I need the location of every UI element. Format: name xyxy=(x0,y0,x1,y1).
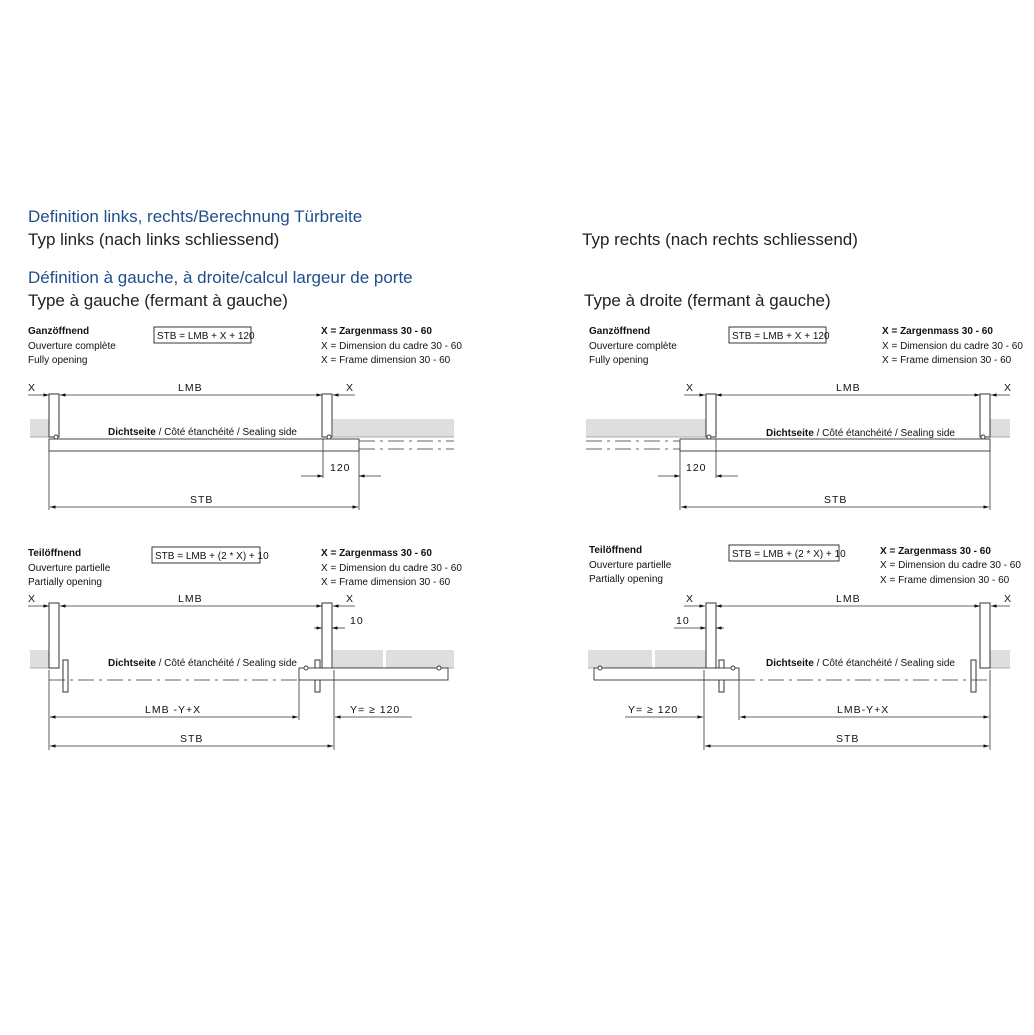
svg-text:Dichtseite / Côté étanchéité / xyxy=(108,427,297,438)
formula-partial: STB = LMB + (2 * X) + 10 xyxy=(732,549,846,560)
partial-en: Partially opening xyxy=(28,577,102,588)
dim-120: 120 xyxy=(686,462,707,474)
sealing-bold: Dichtseite xyxy=(108,658,156,669)
frame-en: X = Frame dimension 30 - 60 xyxy=(880,575,1010,586)
dim-lmb-y-x: LMB -Y+X xyxy=(145,704,202,716)
partial-fr: Ouverture partielle xyxy=(589,560,672,571)
full-fr: Ouverture complète xyxy=(589,341,677,352)
formula-full: STB = LMB + X + 120 xyxy=(157,331,255,342)
dim-lmb: LMB xyxy=(178,593,203,605)
sealing-rest: / Côté étanchéité / Sealing side xyxy=(813,428,955,439)
dim-x: X xyxy=(686,382,695,394)
partial-title: Teilöffnend xyxy=(589,545,643,556)
dim-lmb: LMB xyxy=(836,382,861,394)
dim-stb: STB xyxy=(824,494,848,506)
diagram-partial-left xyxy=(28,547,462,750)
full-fr: Ouverture complète xyxy=(28,341,116,352)
dim-x: X xyxy=(28,593,37,605)
dim-x: X xyxy=(686,593,695,605)
dim-120: 120 xyxy=(330,462,351,474)
dim-x: X xyxy=(28,382,37,394)
partial-fr: Ouverture partielle xyxy=(28,563,111,574)
dim-x: X xyxy=(346,593,355,605)
dim-x: X xyxy=(1004,382,1013,394)
frame-en: X = Frame dimension 30 - 60 xyxy=(321,577,451,588)
svg-text:Dichtseite / Côté étanchéité / xyxy=(766,658,955,669)
sealing-rest: / Côté étanchéité / Sealing side xyxy=(813,658,955,669)
svg-text:Dichtseite / Côté étanchéité / xyxy=(766,428,955,439)
dim-x: X xyxy=(1004,593,1013,605)
heading-type-right-fr: Type à droite (fermant à gauche) xyxy=(584,291,831,310)
full-title: Ganzöffnend xyxy=(28,326,90,337)
svg-text:Dichtseite / Côté étanchéité / xyxy=(108,658,297,669)
full-title: Ganzöffnend xyxy=(589,326,651,337)
diagram-full-left xyxy=(28,326,462,510)
heading-definition-fr: Définition à gauche, à droite/calcul largeur de porte xyxy=(28,268,413,287)
frame-title: X = Zargenmass 30 - 60 xyxy=(321,326,432,337)
dim-lmb-y-x: LMB-Y+X xyxy=(837,704,890,716)
sealing-bold: Dichtseite xyxy=(766,658,814,669)
frame-fr: X = Dimension du cadre 30 - 60 xyxy=(321,341,462,352)
dim-stb: STB xyxy=(190,494,214,506)
heading-type-left-de: Typ links (nach links schliessend) xyxy=(28,230,280,249)
diagram-full-right xyxy=(586,326,1023,510)
dim-10: 10 xyxy=(350,615,364,627)
dim-y: Y= ≥ 120 xyxy=(628,704,679,716)
dim-10: 10 xyxy=(676,615,690,627)
full-en: Fully opening xyxy=(28,355,88,366)
frame-fr: X = Dimension du cadre 30 - 60 xyxy=(880,560,1021,571)
dim-x: X xyxy=(346,382,355,394)
sealing-rest: / Côté étanchéité / Sealing side xyxy=(155,658,297,669)
sealing-bold: Dichtseite xyxy=(766,428,814,439)
diagram-partial-right xyxy=(588,545,1021,750)
partial-en: Partially opening xyxy=(589,574,663,585)
frame-title: X = Zargenmass 30 - 60 xyxy=(882,326,993,337)
dim-y: Y= ≥ 120 xyxy=(350,704,401,716)
dim-stb: STB xyxy=(180,733,204,745)
heading-type-left-fr: Type à gauche (fermant à gauche) xyxy=(28,291,288,310)
frame-fr: X = Dimension du cadre 30 - 60 xyxy=(321,563,462,574)
sealing-bold: Dichtseite xyxy=(108,427,156,438)
dim-stb: STB xyxy=(836,733,860,745)
frame-fr: X = Dimension du cadre 30 - 60 xyxy=(882,341,1023,352)
formula-full: STB = LMB + X + 120 xyxy=(732,331,830,342)
heading-definition-de: Definition links, rechts/Berechnung Türbreite xyxy=(28,207,363,226)
sealing-rest: / Côté étanchéité / Sealing side xyxy=(155,427,297,438)
frame-en: X = Frame dimension 30 - 60 xyxy=(321,355,451,366)
full-en: Fully opening xyxy=(589,355,649,366)
heading-type-right-de: Typ rechts (nach rechts schliessend) xyxy=(582,230,858,249)
dim-lmb: LMB xyxy=(836,593,861,605)
frame-en: X = Frame dimension 30 - 60 xyxy=(882,355,1012,366)
dim-lmb: LMB xyxy=(178,382,203,394)
frame-title: X = Zargenmass 30 - 60 xyxy=(880,546,991,557)
partial-title: Teilöffnend xyxy=(28,548,82,559)
formula-partial: STB = LMB + (2 * X) + 10 xyxy=(155,551,269,562)
frame-title: X = Zargenmass 30 - 60 xyxy=(321,548,432,559)
